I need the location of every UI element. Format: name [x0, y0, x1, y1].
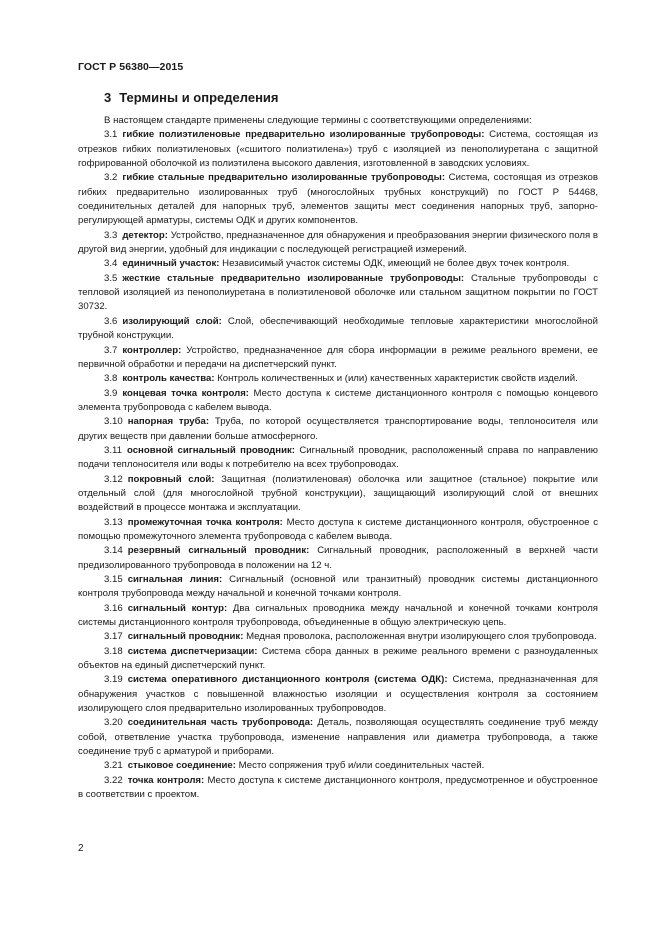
- section-heading: [104, 90, 279, 105]
- term-entry: [78, 473, 598, 516]
- terms-list: [78, 114, 598, 803]
- term-definition: Сигнальный проводник, расположенный в верхней части предизолированного трубопровода в положении на 12 ч.: [78, 545, 598, 571]
- term-number: 3.22: [104, 774, 123, 786]
- term-name: система оперативного дистанционного контроля (система ОДК):: [127, 674, 448, 686]
- term-entry: [78, 272, 598, 315]
- term-number: 3.3: [104, 229, 118, 241]
- term-entry: [78, 444, 598, 473]
- term-entry: [78, 716, 598, 759]
- term-number: 3.21: [104, 760, 123, 772]
- term-number: 3.13: [104, 516, 123, 528]
- term-definition: Слой, обеспечивающий необходимые тепловые характеристики многослойной трубной конструкции.: [78, 315, 598, 342]
- term-definition: Стальные трубопроводы с тепловой изоляцией из пенополиуретана в полиэтиленовой оболочке или стальном защитном покрытии по ГОСТ 30732.: [78, 272, 598, 313]
- section-title: Термины и определения: [119, 90, 279, 105]
- term-name: покровный слой:: [127, 473, 215, 485]
- terms-container: [78, 128, 598, 802]
- term-name: единичный участок:: [122, 258, 220, 270]
- term-name: сигнальный проводник:: [127, 631, 244, 643]
- term-entry: [78, 387, 598, 416]
- term-entry: [78, 516, 598, 545]
- term-name: изолирующий слой:: [122, 315, 222, 327]
- term-number: 3.5: [104, 272, 118, 284]
- term-definition: Место сопряжения труб и/или соединительных частей.: [238, 760, 485, 772]
- term-definition: Место доступа к системе дистанционного контроля с помощью концевого элемента трубопровода с кабелем вывода.: [78, 387, 598, 413]
- term-definition: Система, состоящая из отрезков гибких предварительно изолированных труб (многослойных трубных конструкций) по ГОСТ Р 54468, соединительных деталей для напорных труб, элементов защиты мест соединения напорных труб, запорно-регулирующей арматуры, системы ОДК и других компонентов.: [78, 172, 598, 227]
- term-name: детектор:: [122, 229, 168, 241]
- term-name: промежуточная точка контроля:: [127, 516, 283, 528]
- term-name: сигнальная линия:: [127, 574, 223, 585]
- term-definition: Сигнальный проводник, расположенный справа по направлению подачи теплоносителя или воды к потребителю на всех трубопроводах.: [78, 444, 599, 471]
- term-name: контроль качества:: [122, 373, 215, 385]
- term-entry: [78, 372, 598, 386]
- term-entry: [78, 415, 598, 444]
- section-number: 3: [104, 90, 112, 105]
- term-number: 3.19: [104, 674, 123, 686]
- term-number: 3.12: [104, 473, 123, 485]
- term-entry: [78, 774, 598, 803]
- term-definition: Система, состоящая из отрезков гибких полиэтиленовых («сшитого полиэтилена») труб с изоляцией из пенополиуретана с защитной гофрированной оболочкой из полиэтилена высокого давления, изготовленной в заводских условиях.: [78, 129, 598, 170]
- term-number: 3.10: [104, 416, 123, 428]
- term-entry: [78, 759, 598, 773]
- term-entry: [78, 630, 598, 644]
- term-definition: Медная проволока, расположенная внутри изолирующего слоя трубопровода.: [246, 631, 597, 643]
- term-number: 3.18: [104, 645, 123, 657]
- term-name: резервный сигнальный проводник:: [127, 545, 310, 557]
- term-entry: [78, 344, 598, 373]
- page-number: 2: [78, 843, 84, 854]
- term-number: 3.1: [104, 129, 118, 141]
- term-number: 3.6: [104, 315, 118, 327]
- term-name: гибкие полиэтиленовые предварительно изолированные трубопроводы:: [122, 129, 485, 141]
- term-definition: Сигнальный (основной или транзитный) проводник системы дистанционного контроля трубопровода между начальной и конечной точками контроля.: [78, 574, 598, 600]
- term-name: контроллер:: [122, 344, 182, 356]
- term-number: 3.17: [104, 631, 123, 643]
- term-name: жесткие стальные предварительно изолированные трубопроводы:: [122, 272, 465, 284]
- term-entry: [78, 602, 598, 631]
- term-definition: Место доступа к системе дистанционного контроля, предусмотренное и обустроенное в соответствии с проектом.: [78, 774, 598, 801]
- term-definition: Контроль количественных и (или) качественных характеристик свойств изделий.: [217, 373, 578, 385]
- term-definition: Защитная (полиэтиленовая) оболочка или защитное (стальное) покрытие или отдельный слой (для многослойной трубной конструкции), защищающий изолирующий слой от внешних воздействий в процессе монтажа и эксплуатации.: [78, 473, 598, 514]
- term-name: концевая точка контроля:: [122, 387, 249, 399]
- term-number: 3.9: [104, 387, 118, 399]
- term-number: 3.8: [104, 373, 118, 385]
- term-number: 3.11: [104, 444, 122, 456]
- term-definition: Устройство, предназначенное для обнаружения и преобразования энергии физического поля в другой вид энергии, удобный для индикации с последующей регистрацией измерений.: [78, 229, 598, 256]
- term-number: 3.15: [104, 574, 123, 585]
- term-entry: [78, 573, 598, 602]
- term-entry: [78, 171, 598, 228]
- term-name: система диспетчеризации:: [127, 645, 258, 657]
- term-definition: Деталь, позволяющая осуществлять соединение труб между собой, ответвление участка трубопровода, изменение направления или диаметра трубопровода, а также соединение труб с арматурой и приборами.: [78, 717, 599, 758]
- term-name: гибкие стальные предварительно изолированные трубопроводы:: [122, 172, 446, 184]
- term-number: 3.14: [104, 545, 123, 557]
- term-definition: Система сбора данных в режиме реального времени с разноудаленных объектов на единый диспетчерский пункт.: [78, 645, 598, 672]
- term-number: 3.16: [104, 602, 123, 614]
- term-definition: Труба, по которой осуществляется транспортирование воды, теплоносителя или других веществ при давлении больше атмосферного.: [78, 416, 598, 442]
- term-name: напорная труба:: [127, 416, 210, 428]
- term-number: 3.4: [104, 258, 118, 270]
- term-entry: [78, 544, 598, 573]
- term-entry: [78, 673, 598, 716]
- term-name: точка контроля:: [127, 774, 205, 786]
- term-name: стыковое соединение:: [127, 760, 236, 772]
- term-name: сигнальный контур:: [127, 602, 228, 614]
- term-name: основной сигнальный проводник:: [126, 444, 295, 456]
- term-number: 3.20: [104, 717, 123, 729]
- term-definition: Устройство, предназначенное для сбора информации в режиме реального времени, ее первичной обработки и передачи на диспетчерский пункт.: [78, 344, 598, 370]
- term-entry: [78, 229, 598, 258]
- term-entry: [78, 645, 598, 674]
- term-name: соединительная часть трубопровода:: [127, 717, 314, 729]
- term-number: 3.7: [104, 344, 118, 356]
- term-definition: Система, предназначенная для обнаружения участков с повышенной влажностью изоляции и осуществления контроля за состоянием изолирующего слоя предварительно изолированных трубопроводов.: [78, 674, 598, 715]
- term-definition: Место доступа к системе дистанционного контроля, обустроенное с помощью промежуточного элемента трубопровода с кабелем вывода.: [78, 516, 599, 542]
- term-entry: [78, 128, 598, 171]
- document-header: ГОСТ Р 56380—2015: [78, 61, 184, 73]
- term-number: 3.2: [104, 172, 118, 184]
- intro-paragraph: В настоящем стандарте применены следующие термины с соответствующими определениями:: [104, 115, 532, 126]
- term-entry: [78, 315, 598, 344]
- term-definition: Независимый участок системы ОДК, имеющий не более двух точек контроля.: [222, 258, 570, 270]
- term-entry: [78, 257, 598, 271]
- term-definition: Два сигнальных проводника между начальной и конечной точками контроля системы дистанционного контроля трубопровода, объединенные в общую электрическую цепь.: [78, 602, 598, 629]
